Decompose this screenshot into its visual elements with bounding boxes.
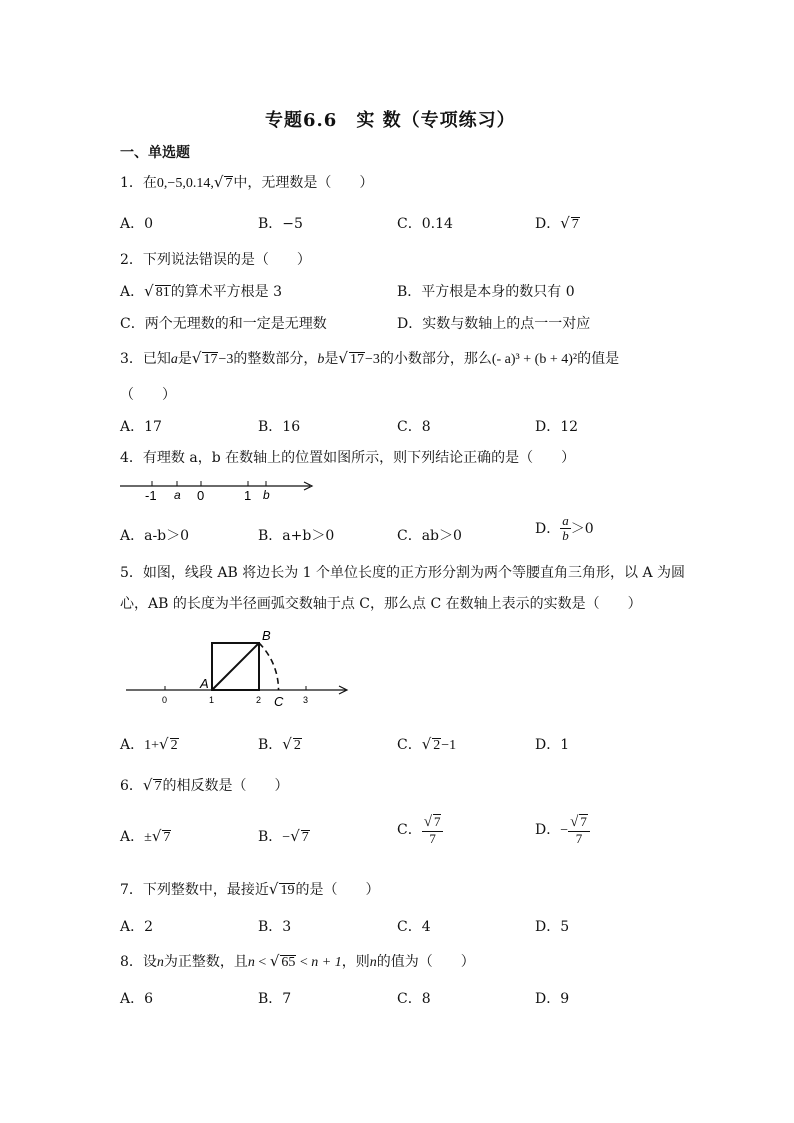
question-2: 2．下列说法错误的是（ ）	[120, 252, 311, 268]
q5-point-c: C	[274, 694, 284, 709]
q6-option-d[interactable]: D．− $\frac{√ 7}{7}$	[535, 814, 590, 846]
q3-paren: （ ）	[120, 387, 176, 403]
q2-option-d[interactable]: D．实数与数轴上的点一一对应	[397, 316, 591, 332]
q4-tick-a: a	[174, 488, 181, 502]
question-4: 4．有理数 a，b 在数轴上的位置如图所示，则下列结论正确的是（ ）	[120, 450, 576, 466]
q1-prefix: 1．在	[120, 175, 157, 191]
q3-option-d[interactable]: D．12	[535, 419, 579, 435]
q2-option-a[interactable]: A．√ 81的算术平方根是 3	[120, 282, 283, 300]
q3-option-c[interactable]: C．8	[397, 419, 431, 435]
q5-option-a[interactable]: A．1+√ 2	[120, 735, 178, 753]
q1-option-d[interactable]: D．√ 7	[535, 214, 579, 232]
page-title: 专题6.6 实 数（专项练习）	[265, 110, 516, 131]
q6-option-b[interactable]: B．−√ 7	[258, 827, 309, 845]
q1-suffix: 中，无理数是（ ）	[233, 175, 374, 191]
q7-option-c[interactable]: C．4	[397, 919, 431, 935]
section-heading: 一、单选题	[120, 145, 190, 161]
question-7: 7．下列整数中，最接近√ 19的是（ ）	[120, 880, 380, 898]
q8-option-b[interactable]: B．7	[258, 991, 292, 1007]
q4-tick-b: b	[263, 488, 270, 502]
q2-option-b[interactable]: B．平方根是本身的数只有 0	[397, 284, 575, 300]
q8-option-d[interactable]: D．9	[535, 991, 570, 1007]
q8-option-c[interactable]: C．8	[397, 991, 431, 1007]
q5-figure	[124, 626, 354, 710]
q1-option-a[interactable]: A．0	[120, 216, 154, 232]
q2-option-c[interactable]: C．两个无理数的和一定是无理数	[120, 316, 327, 332]
svg-text:1: 1	[209, 695, 215, 705]
q1-radicand: 7	[225, 176, 233, 191]
q7-option-a[interactable]: A．2	[120, 919, 154, 935]
question-5-line1: 5．如图，线段 AB 将边长为 1 个单位长度的正方形分割为两个等腰直角三角形，以 A 为圆	[120, 565, 686, 581]
svg-text:0: 0	[162, 695, 168, 705]
q4-number-line	[118, 476, 318, 506]
question-5-line2: 心，AB 的长度为半径画弧交数轴于点 C，那么点 C 在数轴上表示的实数是（ ）	[120, 596, 642, 612]
question-1: 1．在0,−5,0.14,√ 7中，无理数是（ ）	[120, 173, 374, 191]
question-6: 6．√ 7的相反数是（ ）	[120, 776, 289, 794]
question-3: 3．已知a是√ 17−3的整数部分，b是√ 17−3的小数部分，那么(- a)³ + (b + 4)²的值是	[120, 349, 620, 367]
q3-option-b[interactable]: B．16	[258, 419, 301, 435]
q1-option-b[interactable]: B．−5	[258, 216, 303, 232]
q5-point-a: A	[200, 676, 209, 691]
q7-option-b[interactable]: B．3	[258, 919, 292, 935]
q1-list: 0,−5,0.14,	[156, 176, 214, 191]
q6-option-c[interactable]: C． $\frac{√ 7}{7}$	[397, 814, 443, 846]
q4-tick-neg1: -1	[145, 488, 157, 503]
q4-option-b[interactable]: B．a+b＞0	[258, 528, 335, 544]
q4-option-c[interactable]: C．ab＞0	[397, 528, 462, 544]
q6-option-a[interactable]: A．±√ 7	[120, 827, 171, 845]
q1-option-c[interactable]: C．0.14	[397, 216, 453, 232]
q5-option-b[interactable]: B．√ 2	[258, 735, 301, 753]
q4-option-d[interactable]: D． $\frac{a}{b}$ ＞0	[535, 513, 594, 544]
q3-option-a[interactable]: A．17	[120, 419, 162, 435]
q5-point-b: B	[262, 628, 271, 643]
q4-option-a[interactable]: A．a-b＞0	[120, 528, 190, 544]
q4-tick-1: 1	[244, 488, 252, 503]
q4-tick-0: 0	[197, 488, 205, 503]
svg-text:2: 2	[256, 695, 262, 705]
q5-option-d[interactable]: D．1	[535, 737, 570, 753]
q3-expression: (- a)³ + (b + 4)²	[491, 352, 578, 367]
question-8: 8．设n为正整数，且n < √ 65 < n + 1，则n的值为（ ）	[120, 952, 475, 970]
q8-option-a[interactable]: A．6	[120, 991, 154, 1007]
svg-text:3: 3	[303, 695, 309, 705]
q7-option-d[interactable]: D．5	[535, 919, 570, 935]
q5-option-c[interactable]: C．√ 2−1	[397, 735, 457, 753]
